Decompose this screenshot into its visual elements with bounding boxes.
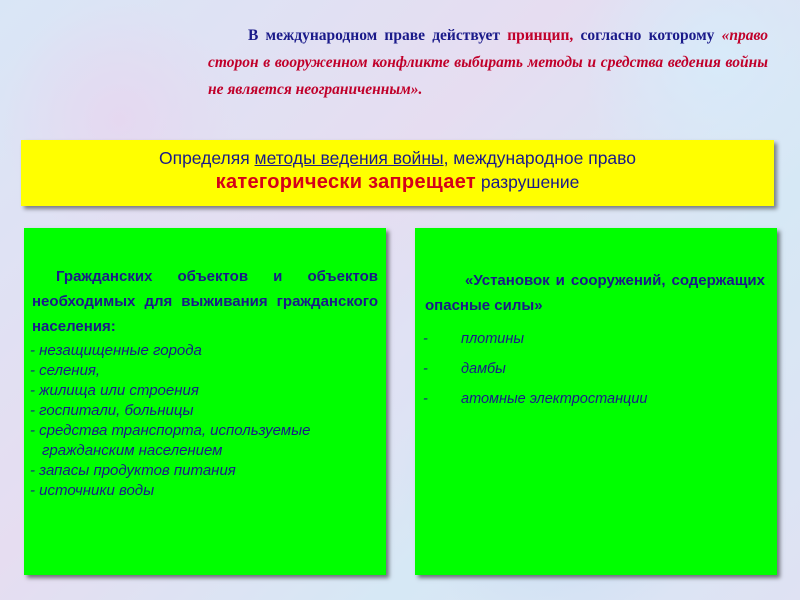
banner-strong: категорически запрещает (215, 171, 476, 193)
banner-line-1 (21, 148, 774, 169)
list-item: - незащищенные города (30, 342, 202, 359)
list-dash: - (423, 331, 428, 347)
intro-text-1: В международном праве действует (248, 27, 508, 44)
list-item: - жилища или строения (30, 382, 199, 399)
list-item (415, 354, 777, 384)
banner-line-2 (21, 171, 774, 194)
list-item: - селения, (30, 362, 101, 379)
banner (21, 140, 774, 206)
list-item (415, 384, 777, 414)
left-box-heading: Гражданских объектов и объектов необходимых для выживания гражданского населения: (32, 268, 378, 335)
banner-line1-a: Определяя (158, 148, 255, 168)
left-box-list (24, 341, 386, 501)
right-box (415, 228, 777, 575)
list-item (415, 324, 777, 354)
banner-line1-b: , международное право (443, 148, 636, 168)
list-item-text: дамбы (461, 361, 506, 377)
list-item-text: плотины (461, 331, 525, 347)
banner-underlined: методы ведения войны (254, 148, 444, 168)
list-item: - источники воды (30, 482, 155, 499)
list-item-text: атомные электростанции (461, 391, 648, 407)
intro-paragraph (208, 22, 768, 103)
list-item: гражданским населением (42, 442, 223, 459)
left-box (24, 228, 386, 575)
list-dash: - (423, 361, 428, 377)
banner-line2-rest: разрушение (475, 172, 580, 192)
list-item: - госпитали, больницы (30, 402, 194, 419)
intro-quote: «право сторон в вооруженном конфликте выбирать методы и средства ведения войны не является неограниченным». (208, 27, 768, 98)
intro-text-2: согласно которому (573, 27, 722, 44)
right-box-list (415, 324, 777, 414)
list-item: - запасы продуктов питания (30, 462, 236, 479)
intro-principle: принцип, (507, 27, 574, 44)
right-box-heading: «Установок и сооружений, содержащих опасные силы» (425, 272, 765, 314)
list-item: - средства транспорта, используемые (30, 422, 311, 439)
list-dash: - (423, 391, 428, 407)
